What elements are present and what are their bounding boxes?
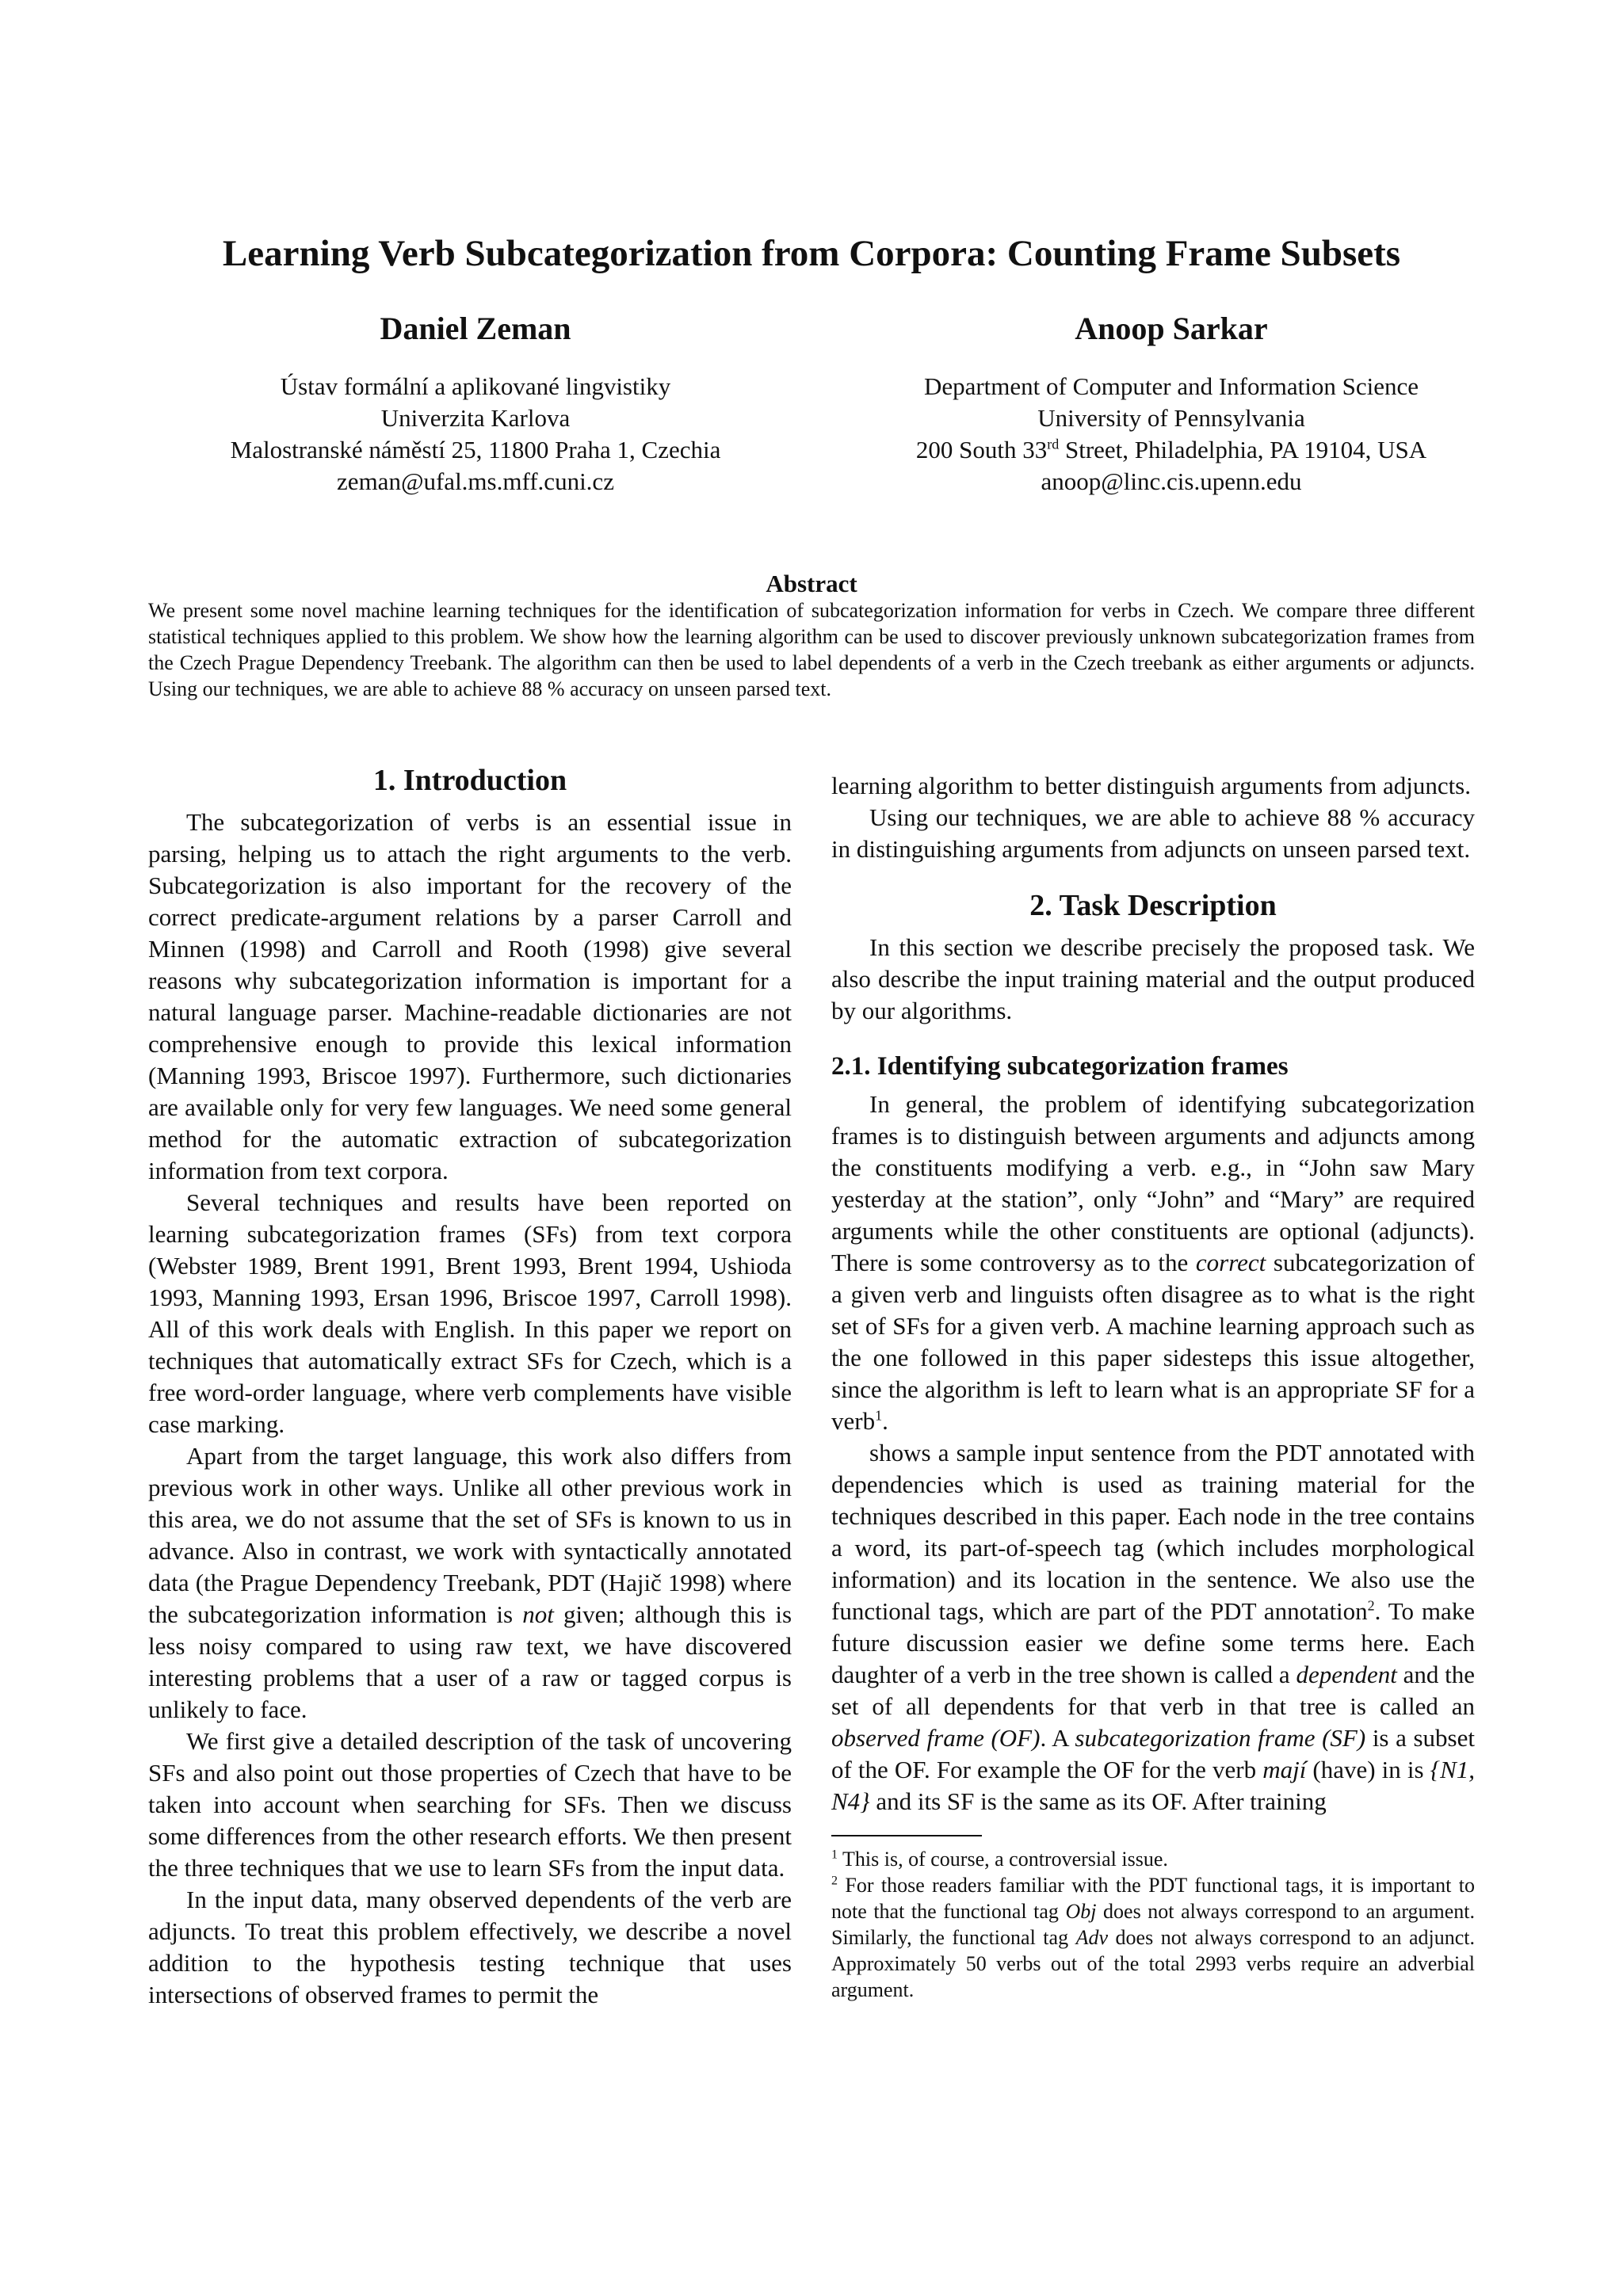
paragraph — [148, 1440, 792, 1726]
emphasis: Adv — [1075, 1926, 1109, 1949]
text-run: subcategorization of a given verb and linguists often disagree as to what is the right set of SFs for a given verb. A machine learning approach such as the one followed in this paper sidesteps this issue altogether, since the algorithm is left to learn what is an appropriate SF for a verb — [831, 1249, 1475, 1435]
address-part: 200 South 33 — [915, 436, 1048, 463]
section-heading-task-description: 2. Task Description — [1029, 889, 1277, 922]
left-column — [148, 761, 792, 2011]
emphasis: subcategorization frame (SF) — [1075, 1724, 1366, 1752]
text-run: and its SF is the same as its OF. After training — [869, 1787, 1327, 1815]
footnote-1 — [831, 1846, 1475, 1872]
subsection-heading: 2.1. Identifying subcategorization frames — [831, 1052, 1289, 1081]
text-run: In general, the problem of identifying subcategorization frames is to distinguish between arguments and adjuncts among the constituents modifying a verb. e.g., in “John saw Mary yesterday at the station”, only “John” and “Mary” are required arguments while the other constituents are optional (adjuncts). There is some controversy as to the — [831, 1090, 1475, 1276]
emphasis: observed frame (OF) — [831, 1724, 1041, 1752]
text-run: . A — [1040, 1724, 1075, 1752]
abstract-text: We present some novel machine learning techniques for the identification of subcategorization information for verbs in Czech. We compare three different statistical techniques applied to this problem. We show how the learning algorithm can be used to discover previously unknown subcategorization frames from the Czech Prague Dependency Treebank. The algorithm can then be used to label dependents of a verb in the Czech treebank as either arguments or adjuncts. Using our techniques, we are able to achieve 88 % accuracy on unseen parsed text. — [148, 599, 1475, 700]
footnote-text: For those readers familiar with the PDT functional tags, it is important to note that the functional tag — [831, 1874, 1475, 1923]
footnote-mark: 2 — [1367, 1597, 1375, 1614]
affiliation-line: Ústav formální a aplikované lingvistiky — [280, 372, 671, 400]
text-run: (have) in is — [1306, 1756, 1430, 1783]
affiliation-line: Department of Computer and Information Science — [923, 372, 1419, 400]
paragraph: The subcategorization of verbs is an essential issue in parsing, helping us to attach the right arguments to the verb. Subcategorization is also important for the recovery of the correct predicate-argument relations by a parser Carroll and Minnen (1998) and Carroll and Rooth (1998) give several reasons why subcategorization information is important for a natural language parser. Machine-readable dictionaries are not comprehensive enough to provide this lexical information (Manning 1993, Briscoe 1997). Furthermore, such dictionaries are available only for very few languages. We need some general method for the automatic extraction of subcategorization information from text corpora. — [148, 808, 792, 1184]
paper-title: Learning Verb Subcategorization from Corpora: Counting Frame Subsets — [222, 233, 1401, 274]
footnote-mark: 1 — [875, 1407, 883, 1424]
footnote-text: does not always correspond to an adjunct. Approximately 50 verbs out of the total 2993 verbs require an adverbial argument. — [831, 1926, 1476, 2001]
text-run: . — [882, 1407, 888, 1435]
footnote-number: 1 — [831, 1848, 838, 1862]
text-run: Apart from the target language, this work also differs from previous work in other ways. Unlike all other previous work in this area, we do not assume that the set of SFs is known to us in advance. Also in contrast, we work with syntactically annotated data (the Prague Dependency Treebank, PDT (Hajič 1998) where the subcategorization information is — [148, 1442, 792, 1628]
abstract-heading: Abstract — [766, 570, 857, 597]
text-run: . To make future discussion easier we define some terms here. Each daughter of a verb in the tree shown is called a — [831, 1597, 1476, 1688]
author-block-sarkar — [783, 309, 1560, 498]
paragraph: In the input data, many observed dependents of the verb are adjuncts. To treat this problem effectively, we describe a novel addition to the hypothesis testing technique that uses intersections of observed frames to permit the — [148, 1886, 792, 2008]
author-name: Daniel Zeman — [380, 311, 571, 346]
footnote-number: 2 — [831, 1874, 838, 1888]
section-heading-introduction: 1. Introduction — [372, 764, 567, 797]
affiliation-line: University of Pennsylvania — [1037, 404, 1305, 432]
right-column — [831, 770, 1475, 2003]
affiliation-address — [783, 434, 1560, 466]
text-run: given; although this is less noisy compared to using raw text, we have discovered interesting problems that a user of a raw or tagged corpus is unlikely to face. — [148, 1600, 792, 1723]
emphasis: not — [522, 1600, 554, 1628]
affiliation-line: Univerzita Karlova — [380, 404, 571, 432]
text-run: is a subset of the OF. For example the OF for the verb — [831, 1724, 1475, 1783]
address-part: Street, Philadelphia, PA 19104, USA — [1059, 436, 1427, 463]
emphasis: dependent — [1296, 1661, 1397, 1688]
footnote-rule — [831, 1835, 982, 1836]
emphasis: mají — [1262, 1756, 1307, 1783]
paragraph — [831, 1437, 1475, 1817]
paragraph-continued: learning algorithm to better distinguish arguments from adjuncts. — [831, 772, 1471, 799]
author-email: anoop@linc.cis.upenn.edu — [1041, 467, 1302, 495]
affiliation-line: Malostranské náměstí 25, 11800 Praha 1, Czechia — [230, 436, 721, 463]
footnote-text: does not always correspond to an argument. Similarly, the functional tag — [831, 1900, 1476, 1949]
text-run: and the set of all dependents for that verb in that tree is called an — [831, 1661, 1476, 1720]
paragraph: We first give a detailed description of the task of uncovering SFs and also point out those properties of Czech that have to be taken into account when searching for SFs. Then we discuss some differences from the other research efforts. We then present the three techniques that we use to learn SFs from the input data. — [148, 1727, 792, 1882]
author-name: Anoop Sarkar — [1075, 311, 1268, 346]
paragraph: In this section we describe precisely the proposed task. We also describe the input training material and the output produced by our algorithms. — [831, 933, 1475, 1024]
author-block-zeman — [87, 309, 864, 498]
footnote-2 — [831, 1872, 1475, 2003]
ordinal-suffix: rd — [1047, 436, 1060, 452]
footnote-text: This is, of course, a controversial issue. — [838, 1848, 1168, 1871]
paragraph — [831, 1089, 1475, 1437]
emphasis: correct — [1195, 1249, 1266, 1276]
paragraph: Several techniques and results have been reported on learning subcategorization frames (SFs) from text corpora (Webster 1989, Brent 1991, Brent 1993, Brent 1994, Ushioda 1993, Manning 1993, Ersan 1996, Briscoe 1997, Carroll 1998). All of this work deals with English. In this paper we report on techniques that automatically extract SFs for Czech, which is a free word-order language, where verb complements have visible case marking. — [148, 1188, 792, 1438]
emphasis: Obj — [1065, 1900, 1097, 1923]
text-run: shows a sample input sentence from the PDT annotated with dependencies which is used as training material for the techniques described in this paper. Each node in the tree contains a word, its part-of-speech tag (which includes morphological information) and its location in the sentence. We also use the functional tags, which are part of the PDT annotation — [831, 1439, 1475, 1625]
paragraph: Using our techniques, we are able to achieve 88 % accuracy in distinguishing arguments from adjuncts on unseen parsed text. — [831, 803, 1475, 863]
author-email: zeman@ufal.ms.mff.cuni.cz — [337, 467, 614, 495]
emphasis: {N1, N4} — [831, 1756, 1475, 1815]
